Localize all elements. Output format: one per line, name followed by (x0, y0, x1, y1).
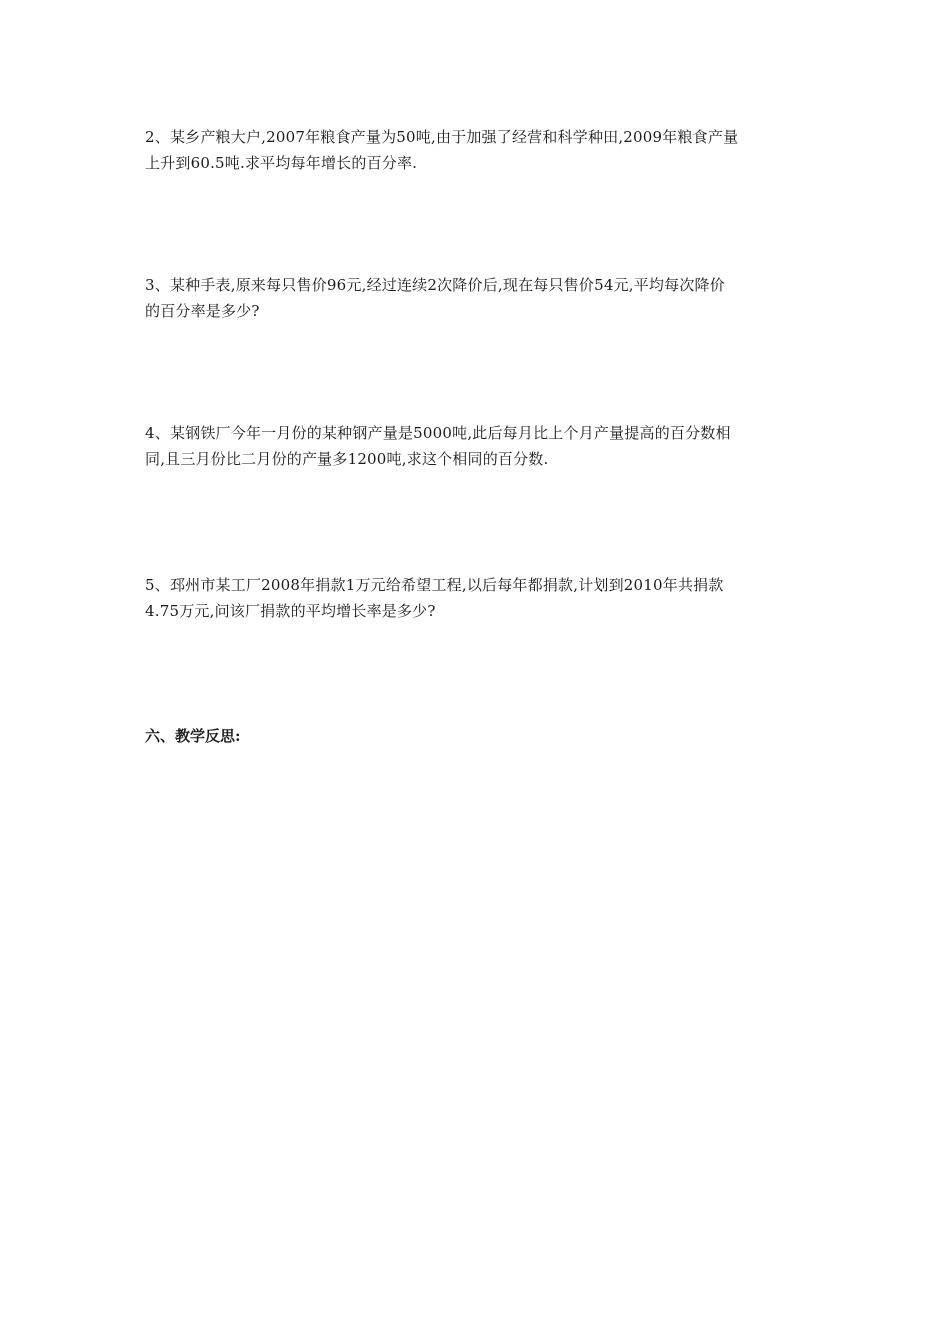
problem-5-line-2: 4.75万元,问该厂捐款的平均增长率是多少? (145, 602, 436, 620)
problem-5-line-1: 5、邳州市某工厂2008年捐款1万元给希望工程,以后每年都捐款,计划到2010年共捐款 (145, 576, 724, 594)
problem-2 (145, 124, 810, 176)
problem-2-line-2: 上升到60.5吨.求平均每年增长的百分率. (145, 154, 418, 172)
problem-3-line-2: 的百分率是多少? (145, 302, 260, 320)
problem-4-line-1: 4、某钢铁厂今年一月份的某种钢产量是5000吨,此后每月比上个月产量提高的百分数相 (145, 424, 731, 442)
problem-4-line-2: 同,且三月份比二月份的产量多1200吨,求这个相同的百分数. (145, 450, 549, 468)
problem-3-line-1: 3、某种手表,原来每只售价96元,经过连续2次降价后,现在每只售价54元,平均每次降价 (145, 276, 725, 294)
problem-3 (145, 272, 810, 324)
problem-5 (145, 572, 810, 624)
section-heading-teaching-reflection: 六、教学反思: (145, 727, 241, 745)
problem-2-line-1: 2、某乡产粮大户,2007年粮食产量为50吨,由于加强了经营和科学种田,2009年粮食产量 (145, 128, 739, 146)
problem-4 (145, 420, 810, 472)
